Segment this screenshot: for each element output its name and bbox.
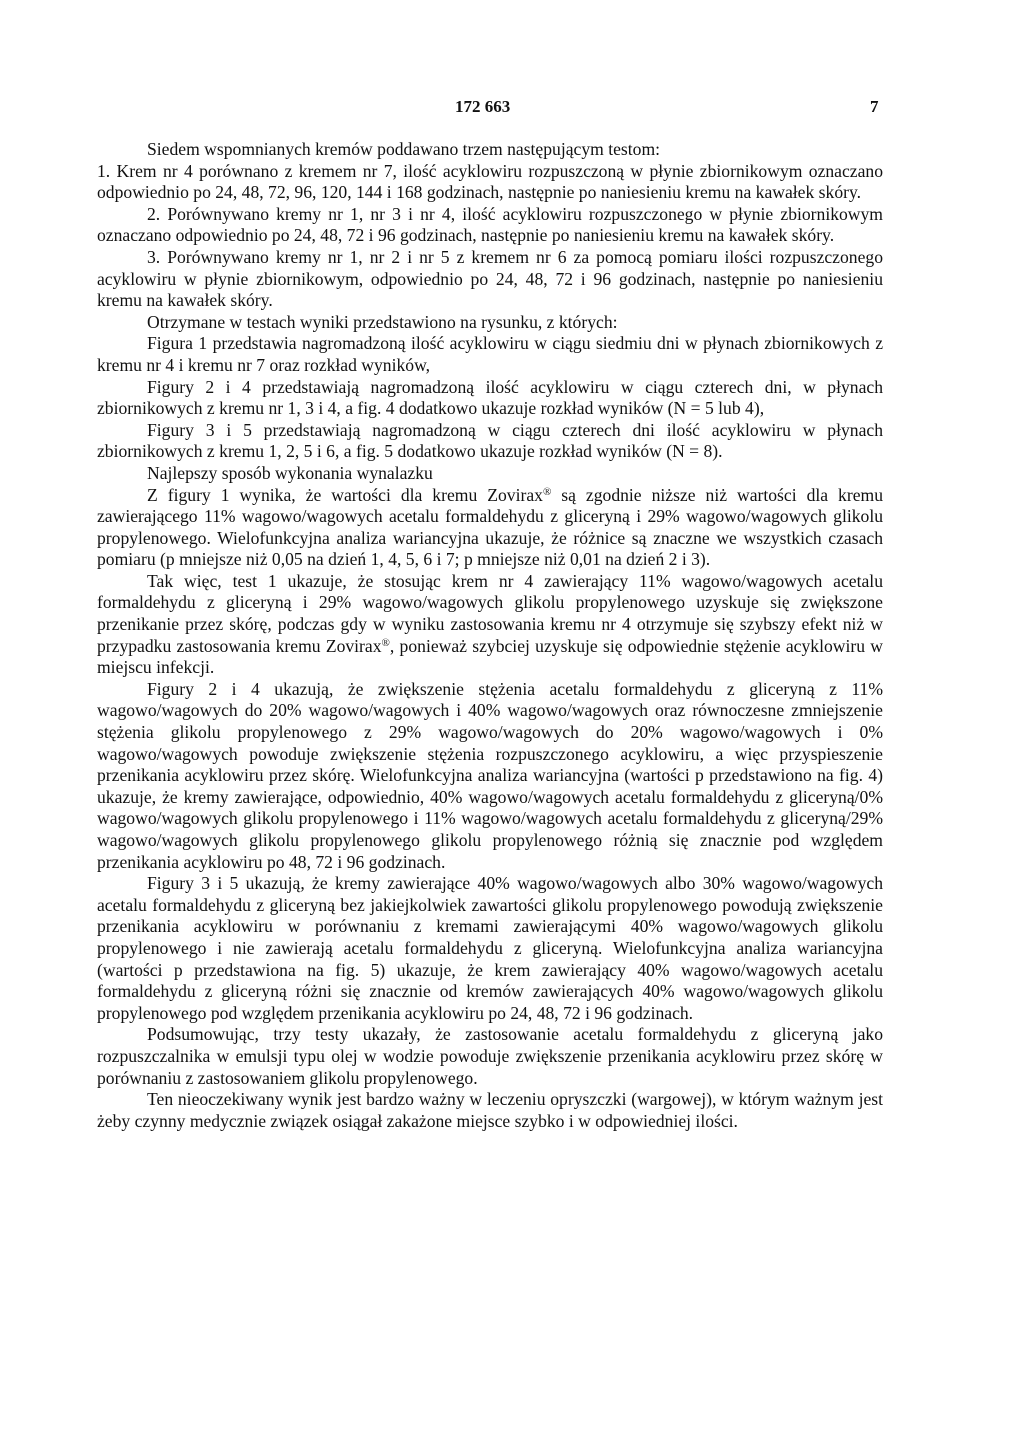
figure-1-paragraph: Figura 1 przedstawia nagromadzoną ilość acyklowiru w ciągu siedmiu dni w płynach zbiornikowych z kremu nr 4 i kremu nr 7 oraz rozkład wyników, [97, 333, 883, 375]
zovirax-1-after: są zgodnie niższe niż wartości dla kremu zawierającego 11% wagowo/wagowych acetalu formaldehydu z gliceryną i 29% wagowo/wagowych glikolu propylenowego. Wielofunkcyjna analiza wariancyjna ukazuje, że różnice są znaczne we wszystkich czasach pomiaru (p mniejsze niż 0,05 na dzień 1, 4, 5, 6 i 7; p mniejsze niż 0,01 na dzień 2 i 3). [97, 484, 883, 570]
page-header [0, 97, 1024, 121]
zovirax-paragraph-2 [97, 571, 883, 679]
zovirax-2-before: Tak więc, test 1 ukazuje, że stosując krem nr 4 zawierający 11% wagowo/wagowych acetalu formaldehydu z gliceryną i 29% wagowo/wagowych glikolu propylenowego uzyskuje się zwiększone przenikanie przez skórę, podczas gdy w wyniku zastosowania kremu nr 4 otrzymuje się szybszy efekt niż w przypadku zastosowania kremu Zovirax [97, 570, 883, 656]
figures-3-5-analysis-paragraph: Figury 3 i 5 ukazują, że kremy zawierające 40% wagowo/wagowych albo 30% wagowo/wagowych acetalu formaldehydu z gliceryną bez jakiejkolwiek zawartości glikolu propylenowego powodują zwiększenie przenikania acyklowiru w porównaniu z kremami zawierającymi 40% wagowo/wagowych glikolu propylenowego i nie zawierają acetalu formaldehydu z gliceryną. Wielofunkcyjna analiza wariancyjna (wartości p przedstawiona na fig. 5) ukazuje, że krem zawierający 40% wagowo/wagowych acetalu formaldehydu z gliceryną różni się znacznie od kremów zawierających 40% wagowo/wagowych glikolu propylenowego pod względem przenikania acyklowiru po 24, 48, 72 i 96 godzinach. [97, 873, 883, 1023]
test-2-paragraph: 2. Porównywano kremy nr 1, nr 3 i nr 4, ilość acyklowiru rozpuszczonego w płynie zbiornikowym oznaczano odpowiednio po 24, 48, 72 i 96 godzinach, następnie po naniesieniu kremu na kawałek skóry. [97, 203, 883, 246]
registered-mark: ® [542, 485, 552, 498]
zovirax-2-after: , ponieważ szybciej uzyskuje się odpowiednie stężenie acyklowiru w miejscu infekcji. [97, 635, 883, 678]
patent-number: 172 663 [455, 97, 511, 116]
document-body [97, 139, 883, 1132]
conclusion-paragraph: Ten nieoczekiwany wynik jest bardzo ważny w leczeniu opryszczki (wargowej), w którym ważnym jest żeby czynny medycznie związek osiągał zakażone miejsce szybko i w odpowiedniej ilości. [97, 1089, 883, 1131]
test-1-paragraph: 1. Krem nr 4 porównano z kremem nr 7, ilość acyklowiru rozpuszczoną w płynie zbiornikowym oznaczano odpowiednio po 24, 48, 72, 96, 120, 144 i 168 godzinach, następnie po naniesieniu kremu na kawałek skóry. [97, 160, 883, 203]
figures-2-4-paragraph: Figury 2 i 4 przedstawiają nagromadzoną ilość acyklowiru w ciągu czterech dni, w płynach zbiornikowych z kremu nr 1, 3 i 4, a fig. 4 dodatkowo ukazuje rozkład wyników (N = 5 lub 4), [97, 376, 883, 419]
zovirax-paragraph-1 [97, 485, 883, 571]
page-number: 7 [870, 97, 879, 116]
results-intro-paragraph: Otrzymane w testach wyniki przedstawiono na rysunku, z których: [147, 311, 618, 332]
best-mode-heading: Najlepszy sposób wykonania wynalazku [147, 462, 433, 483]
registered-mark: ® [381, 636, 390, 649]
test-3-paragraph: 3. Porównywano kremy nr 1, nr 2 i nr 5 z kremem nr 6 za pomocą pomiaru ilości rozpuszczonego acyklowiru w płynie zbiornikowym, odpowiednio po 24, 48, 72 i 96 godzinach, następnie po naniesieniu kremu na kawałek skóry. [97, 246, 883, 311]
summary-paragraph: Podsumowując, trzy testy ukazały, że zastosowanie acetalu formaldehydu z gliceryną jako rozpuszczalnika w emulsji typu olej w wodzie powoduje zwiększenie przenikania acyklowiru przez skórę w porównaniu z zastosowaniem glikolu propylenowego. [97, 1024, 883, 1088]
intro-paragraph: Siedem wspomnianych kremów poddawano trzem następującym testom: [147, 139, 661, 159]
figures-2-4-analysis-paragraph: Figury 2 i 4 ukazują, że zwiększenie stężenia acetalu formaldehydu z gliceryną z 11% wagowo/wagowych do 20% wagowo/wagowych i 40% wagowo/wagowych oraz równoczesne zmniejszenie stężenia glikolu propylenowego z 29% wagowo/wagowych do 20% wagowo/wagowych i 0% wagowo/wagowych powoduje zwiększenie stężenia rozpuszczonego acyklowiru, a więc przyspieszenie przenikania acyklowiru przez skórę. Wielofunkcyjna analiza wariancyjna (wartości p przedstawiono na fig. 4) ukazuje, że kremy zawierające, odpowiednio, 40% wagowo/wagowych acetalu formaldehydu z gliceryną/0% wagowo/wagowych glikolu propylenowego i 11% wagowo/wagowych acetalu formaldehydu z gliceryną/29% wagowo/wagowych glikolu propylenowego glikolu propylenowego różnią się znacznie pod względem przenikania acyklowiru po 48, 72 i 96 godzinach. [97, 678, 883, 872]
figures-3-5-paragraph: Figury 3 i 5 przedstawiają nagromadzoną w ciągu czterech dni ilość acyklowiru w płynach zbiornikowych z kremu 1, 2, 5 i 6, a fig. 5 dodatkowo ukazuje rozkład wyników (N = 8). [97, 419, 883, 462]
zovirax-1-before: Z figury 1 wynika, że wartości dla kremu Zovirax [147, 484, 543, 505]
